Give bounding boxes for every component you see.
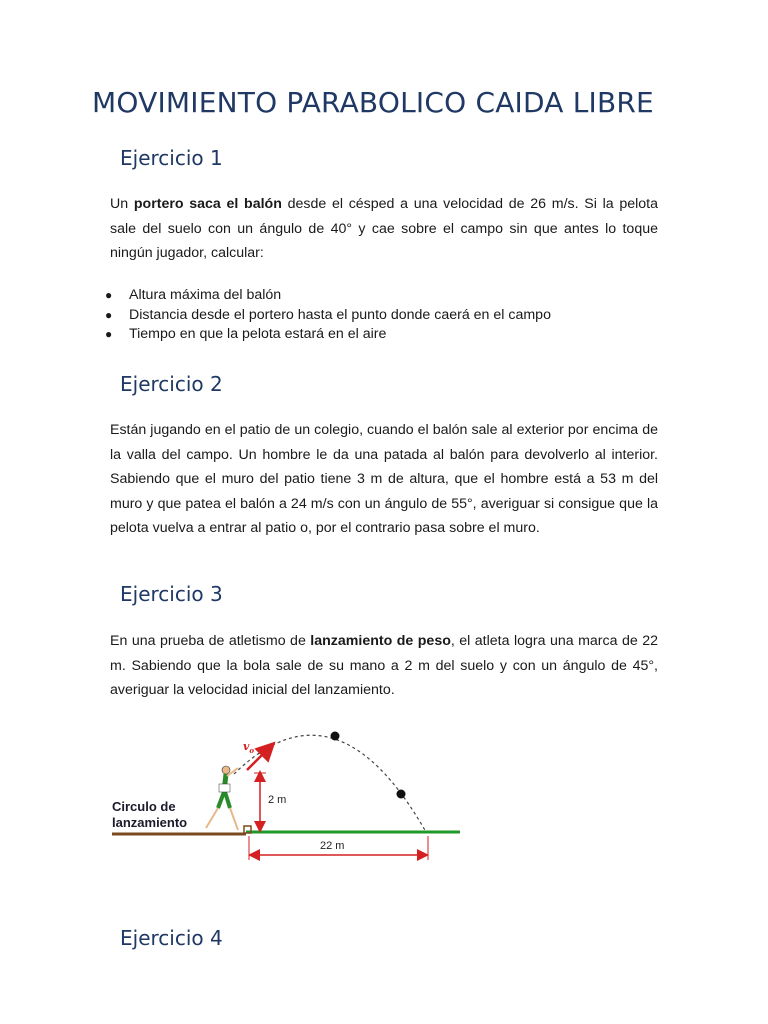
circle-label-line1: Circulo de bbox=[112, 799, 176, 814]
exercise-3-text-part1: En una prueba de atletismo de bbox=[110, 633, 311, 649]
trajectory-path bbox=[234, 735, 426, 832]
exercise-2-text: Están jugando en el patio de un colegio, cuando el balón sale al exterior por encima de la valla del campo. Un hombre le da una patada al balón para devolverlo al interior. Sabiendo que el muro del patio tiene 3 m de altura, que el hombre está a 53 m del muro y que patea el balón a 24 m/s con un ángulo de 55°, averiguar si consigue que la pelota vuelva a entrar al patio o, por el contrario pasa sobre el muro. bbox=[110, 422, 658, 536]
velocity-label: $v_o$ bbox=[243, 740, 255, 755]
list-item bbox=[105, 325, 670, 345]
ball-icon bbox=[397, 790, 406, 799]
exercise-3-text-bold: lanzamiento de peso bbox=[310, 633, 451, 649]
list-item bbox=[105, 286, 670, 306]
athlete-icon bbox=[206, 766, 238, 830]
exercise-1-heading: Ejercicio 1 bbox=[120, 146, 223, 170]
exercise-3-text-part2: , el atleta logra una marca de 22 m. Sabiendo que la bola sale de su mano a 2 m del suelo y con un ángulo de 45°, averiguar la velocidad inicial del lanzamiento. bbox=[110, 633, 658, 698]
distance-label: 22 m bbox=[320, 840, 345, 852]
list-item bbox=[105, 306, 670, 326]
exercise-1-text-part2: desde el césped a una velocidad de 26 m/s. Si la pelota sale del suelo con un ángulo de 40° y cae sobre el campo sin que antes lo toque ningún jugador, calcular: bbox=[110, 196, 658, 261]
exercise-3-text bbox=[110, 629, 658, 703]
exercise-2-heading: Ejercicio 2 bbox=[120, 372, 223, 396]
exercise-1-text-bold: portero saca el balón bbox=[133, 196, 282, 212]
page-title: MOVIMIENTO PARABOLICO CAIDA LIBRE bbox=[92, 86, 654, 119]
bullet-text: Distancia desde el portero hasta el punto donde caerá en el campo bbox=[129, 306, 551, 323]
bullet-text: Altura máxima del balón bbox=[129, 287, 282, 303]
bullet-text: Tiempo en que la pelota estará en el aire bbox=[129, 326, 387, 342]
exercise-1-bullet-list bbox=[105, 286, 670, 345]
exercise-1-text bbox=[110, 192, 658, 266]
height-label: 2 m bbox=[268, 794, 287, 806]
shot-put-diagram bbox=[108, 724, 464, 864]
bullet-icon: ● bbox=[105, 327, 113, 341]
exercise-4-heading: Ejercicio 4 bbox=[120, 926, 223, 950]
ball-icon bbox=[331, 732, 340, 741]
exercise-1-text-part1: Un bbox=[110, 196, 134, 212]
exercise-3-heading: Ejercicio 3 bbox=[120, 582, 223, 606]
bullet-icon: ● bbox=[105, 307, 113, 322]
bullet-icon: ● bbox=[105, 288, 113, 302]
circle-label-line2: lanzamiento bbox=[112, 815, 188, 830]
